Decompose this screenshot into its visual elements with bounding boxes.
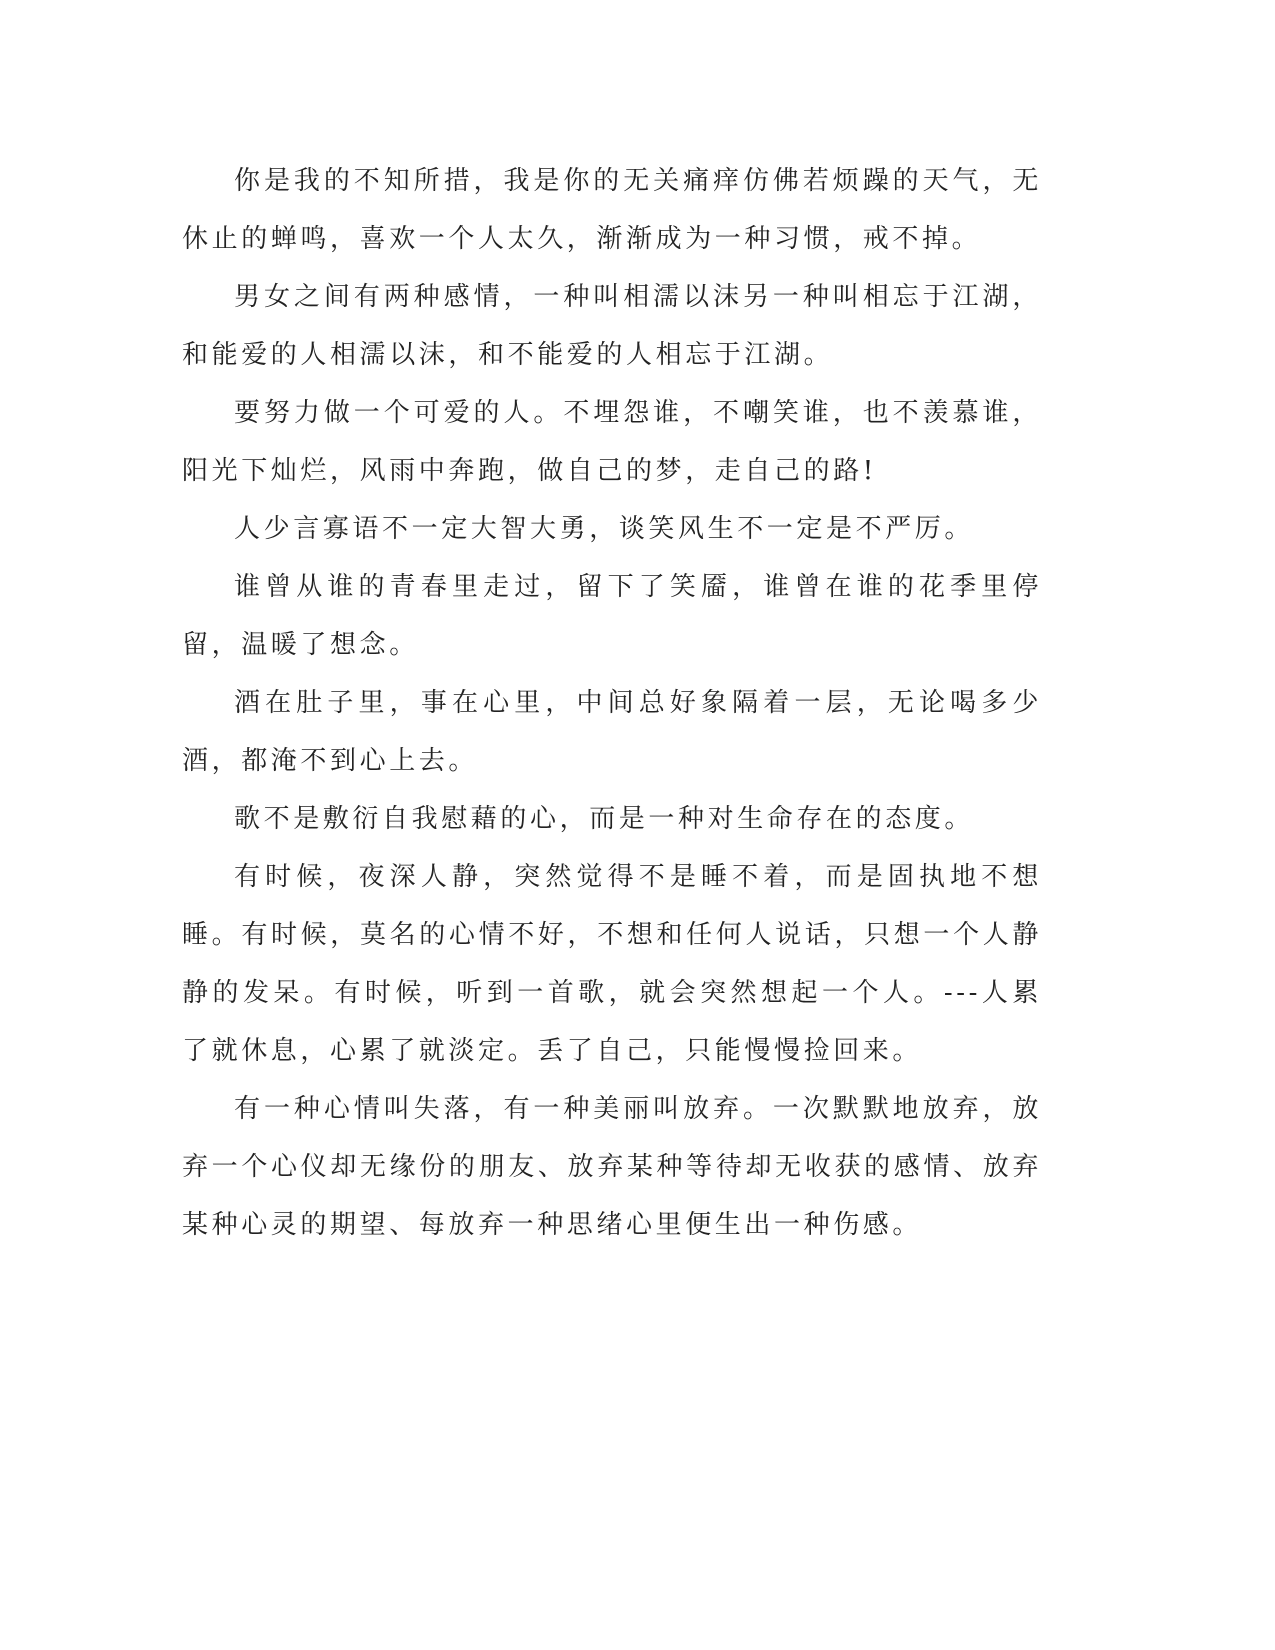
paragraph: 男女之间有两种感情，一种叫相濡以沫另一种叫相忘于江湖，和能爱的人相濡以沫，和不能爱的人相忘于江湖。 <box>182 282 1042 370</box>
paragraph: 谁曾从谁的青春里走过，留下了笑靥，谁曾在谁的花季里停留，温暖了想念。 <box>182 572 1042 660</box>
paragraph: 有一种心情叫失落，有一种美丽叫放弃。一次默默地放弃，放弃一个心仪却无缘份的朋友、放弃某种等待却无收获的感情、放弃某种心灵的期望、每放弃一种思绪心里便生出一种伤感。 <box>182 1094 1042 1240</box>
document-body <box>182 152 1042 1254</box>
paragraph: 人少言寡语不一定大智大勇，谈笑风生不一定是不严厉。 <box>234 514 975 544</box>
paragraph: 歌不是敷衍自我慰藉的心，而是一种对生命存在的态度。 <box>234 804 975 834</box>
paragraph: 你是我的不知所措，我是你的无关痛痒仿佛若烦躁的天气，无休止的蝉鸣，喜欢一个人太久，渐渐成为一种习惯，戒不掉。 <box>182 166 1042 254</box>
paragraph: 酒在肚子里，事在心里，中间总好象隔着一层，无论喝多少酒，都淹不到心上去。 <box>182 688 1042 776</box>
paragraph: 要努力做一个可爱的人。不埋怨谁，不嘲笑谁，也不羡慕谁，阳光下灿烂，风雨中奔跑，做自己的梦，走自己的路! <box>182 398 1042 486</box>
paragraph: 有时候，夜深人静，突然觉得不是睡不着，而是固执地不想睡。有时候，莫名的心情不好，不想和任何人说话，只想一个人静静的发呆。有时候，听到一首歌，就会突然想起一个人。---人累了就休息，心累了就淡定。丢了自己，只能慢慢捡回来。 <box>182 862 1042 1066</box>
